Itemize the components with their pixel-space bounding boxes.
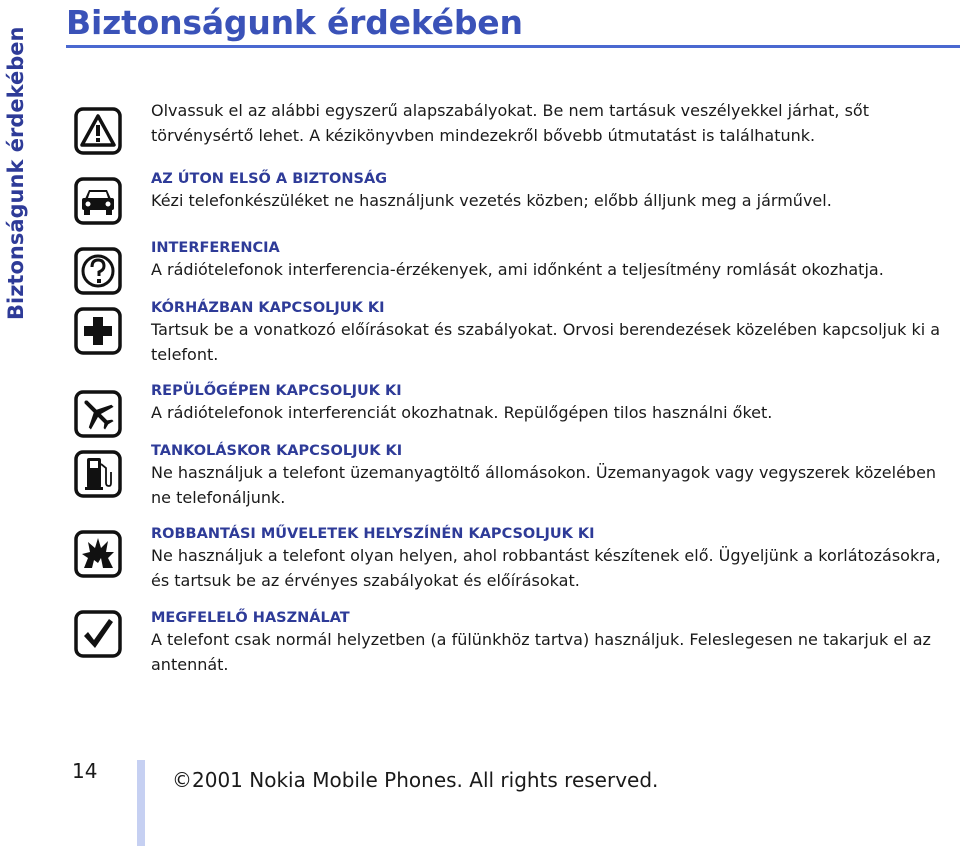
section-refuelling [151,441,951,510]
section-text: Tartsuk be a vonatkozó előírásokat és szabályokat. Orvosi berendezések közelében kapcsoljuk ki a telefont. [151,320,941,364]
medical-cross-icon [74,307,122,355]
section-heading: REPÜLŐGÉPEN KAPCSOLJUK KI [151,383,402,399]
section-road-safety [151,169,951,214]
airplane-icon [74,390,122,438]
explosion-icon [74,530,122,578]
section-heading: AZ ÚTON ELSŐ A BIZTONSÁG [151,171,388,187]
section-text: A rádiótelefonok interferencia-érzékenyek, ami időnként a teljesítmény romlását okozhatja. [151,260,884,279]
copyright-text: ©2001 Nokia Mobile Phones. All rights reserved. [172,768,659,792]
section-heading: MEGFELELŐ HASZNÁLAT [151,610,350,626]
side-tab [0,0,46,330]
section-interference [151,238,951,283]
section-heading: INTERFERENCIA [151,240,280,256]
question-icon [74,247,122,295]
section-hospital [151,298,951,367]
car-icon [74,177,122,225]
section-heading: ROBBANTÁSI MŰVELETEK HELYSZÍNÉN KAPCSOLJUK KI [151,526,595,542]
checkmark-icon [74,610,122,658]
section-heading: TANKOLÁSKOR KAPCSOLJUK KI [151,443,403,459]
intro-paragraph [151,99,951,148]
warning-triangle-icon [74,107,122,155]
section-text: Kézi telefonkészüléket ne használjunk vezetés közben; előbb álljunk meg a járművel. [151,191,832,210]
page-number: 14 [72,759,98,783]
fuel-pump-icon [74,450,122,498]
section-heading: KÓRHÁZBAN KAPCSOLJUK KI [151,300,385,316]
page-title: Biztonságunk érdekében [66,3,523,42]
section-proper-use [151,608,951,677]
footer-accent-bar [137,760,145,846]
side-tab-label: Biztonságunk érdekében [4,26,28,320]
section-aircraft [151,381,951,426]
section-text: Ne használjuk a telefont olyan helyen, ahol robbantást készítenek elő. Ügyeljünk a korlátozásokra, és tartsuk be az érvényes szabályokat és előírásokat. [151,546,941,590]
section-text: A rádiótelefonok interferenciát okozhatnak. Repülőgépen tilos használni őket. [151,403,773,422]
section-text: Ne használjuk a telefont üzemanyagtöltő állomásokon. Üzemanyagok vagy vegyszerek közelében ne telefonáljunk. [151,463,937,507]
section-text: A telefont csak normál helyzetben (a fülünkhöz tartva) használjuk. Feleslegesen ne takarjuk el az antennát. [151,630,931,674]
section-blasting [151,524,951,593]
title-rule [66,45,960,48]
intro-text: Olvassuk el az alábbi egyszerű alapszabályokat. Be nem tartásuk veszélyekkel járhat, sőt törvénysértő lehet. A kézikönyvben mindezekről bővebb útmutatást is találhatunk. [151,101,869,145]
